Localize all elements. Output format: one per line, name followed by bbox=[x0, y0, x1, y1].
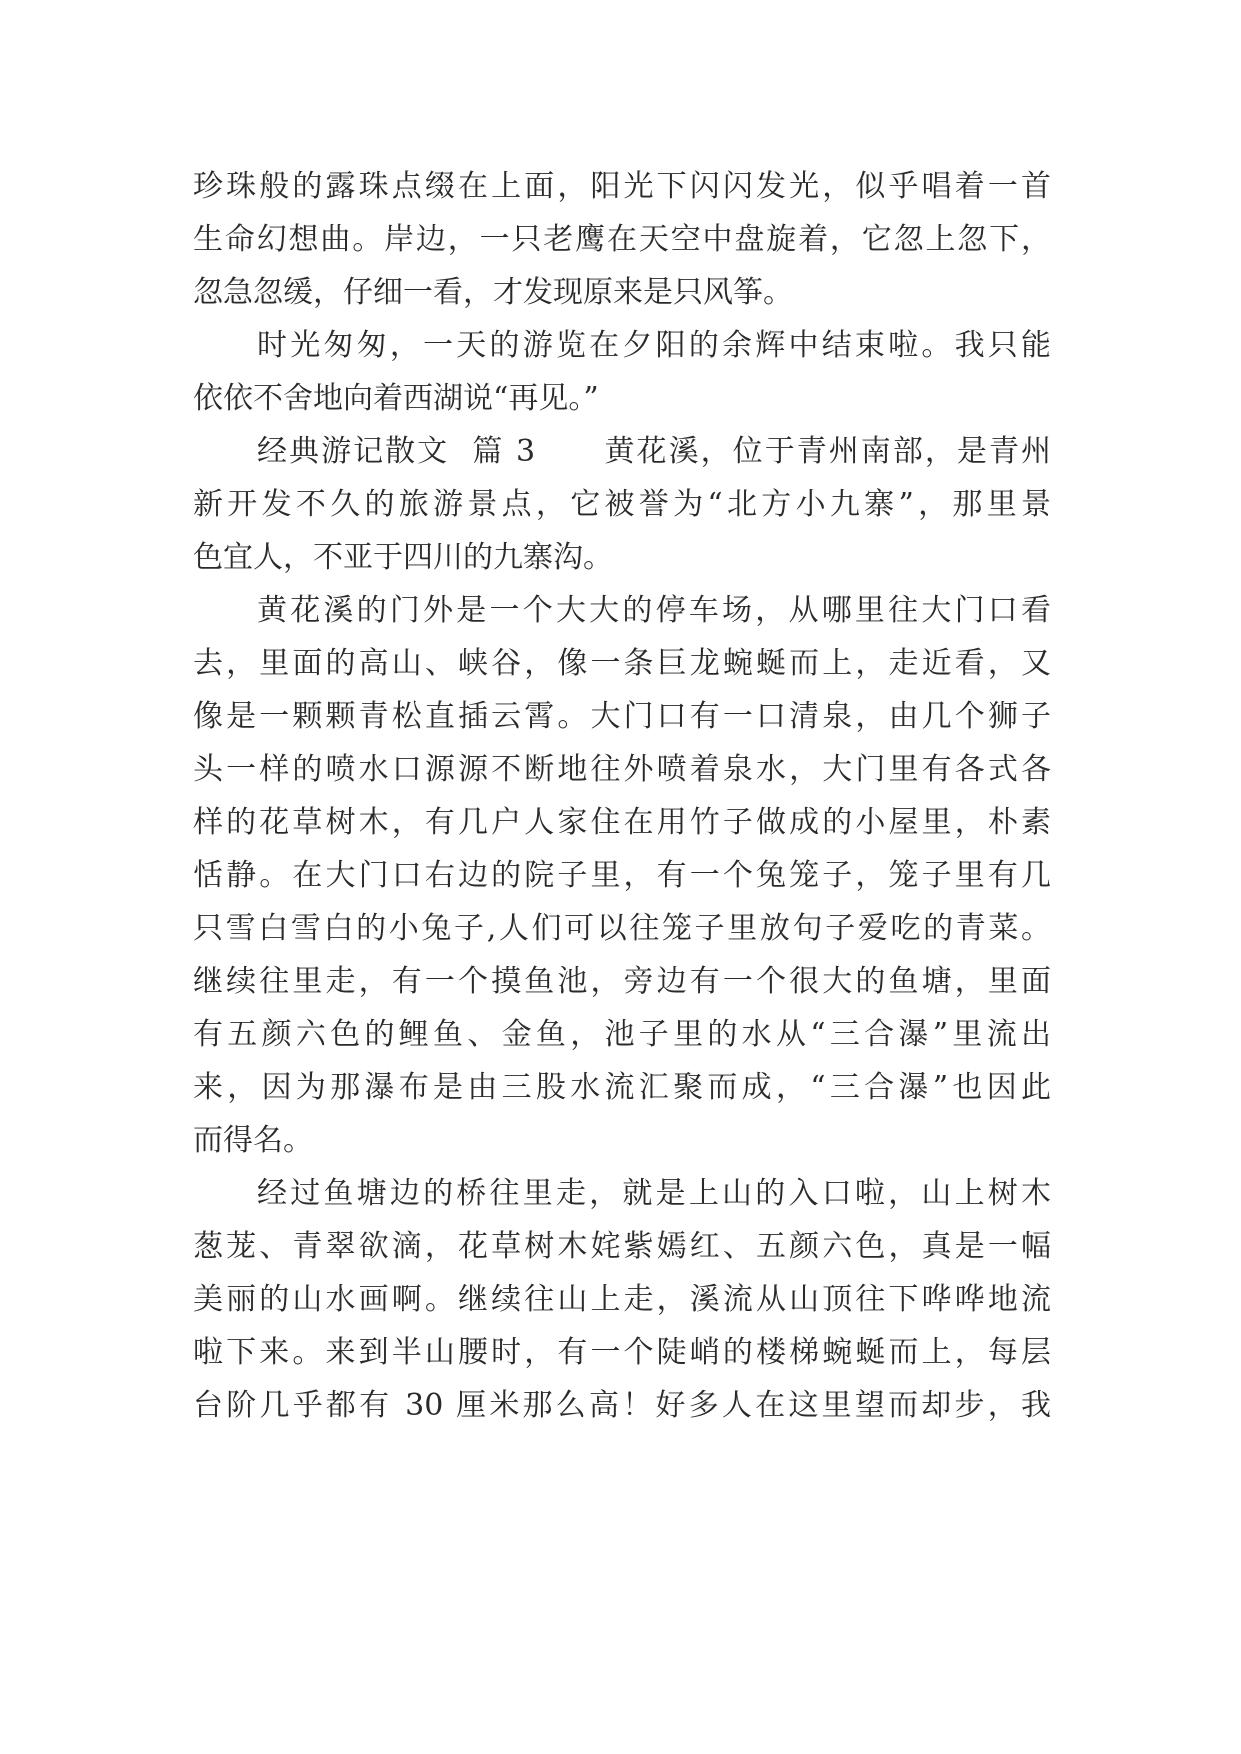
text-line: 葱茏、青翠欲滴，花草树木姹紫嫣红、五颜六色，真是一幅 bbox=[193, 1229, 1051, 1264]
text-line: 有五颜六色的鲤鱼、金鱼，池子里的水从“三合瀑”里流出 bbox=[193, 1017, 1051, 1052]
text-line: 依依不舍地向着西湖说“再见。” bbox=[193, 381, 599, 416]
text-line: 啦下来。来到半山腰时，有一个陡峭的楼梯蜿蜒而上，每层 bbox=[193, 1335, 1051, 1370]
text-line: 而得名。 bbox=[193, 1123, 313, 1158]
text-line: 像是一颗颗青松直插云霄。大门口有一口清泉，由几个狮子 bbox=[193, 699, 1051, 734]
text-line: 生命幻想曲。岸边，一只老鹰在天空中盘旋着，它忽上忽下， bbox=[193, 222, 1051, 257]
text-line: 珍珠般的露珠点缀在上面，阳光下闪闪发光，似乎唱着一首 bbox=[193, 169, 1051, 204]
text-line: 忽急忽缓，仔细一看，才发现原来是只风筝。 bbox=[193, 275, 793, 310]
text-line: 恬静。在大门口右边的院子里，有一个兔笼子，笼子里有几 bbox=[193, 858, 1051, 893]
text-line: 样的花草树木，有几户人家住在用竹子做成的小屋里，朴素 bbox=[193, 805, 1051, 840]
text-line: 只雪白雪白的小兔子,人们可以往笼子里放句子爱吃的青菜。 bbox=[193, 911, 1051, 946]
text-line: 头一样的喷水口源源不断地往外喷着泉水，大门里有各式各 bbox=[193, 752, 1051, 787]
text-line: 黄花溪的门外是一个大大的停车场，从哪里往大门口看 bbox=[257, 593, 1051, 628]
text-line: 继续往里走，有一个摸鱼池，旁边有一个很大的鱼塘，里面 bbox=[193, 964, 1051, 999]
text-line: 经典游记散文 篇 3 黄花溪，位于青州南部，是青州 bbox=[257, 434, 1051, 469]
body-text bbox=[193, 160, 1051, 1432]
text-line: 来，因为那瀑布是由三股水流汇聚而成，“三合瀑”也因此 bbox=[193, 1070, 1051, 1105]
text-line: 新开发不久的旅游景点，它被誉为“北方小九寨”，那里景 bbox=[193, 487, 1051, 522]
text-line: 经过鱼塘边的桥往里走，就是上山的入口啦，山上树木 bbox=[257, 1176, 1051, 1211]
text-line: 美丽的山水画啊。继续往山上走，溪流从山顶往下哗哗地流 bbox=[193, 1282, 1051, 1317]
text-line: 台阶几乎都有 30 厘米那么高！好多人在这里望而却步，我 bbox=[193, 1388, 1051, 1423]
text-line: 去，里面的高山、峡谷，像一条巨龙蜿蜒而上，走近看，又 bbox=[193, 646, 1051, 681]
text-line: 时光匆匆，一天的游览在夕阳的余辉中结束啦。我只能 bbox=[257, 328, 1051, 363]
text-line: 色宜人，不亚于四川的九寨沟。 bbox=[193, 540, 613, 575]
